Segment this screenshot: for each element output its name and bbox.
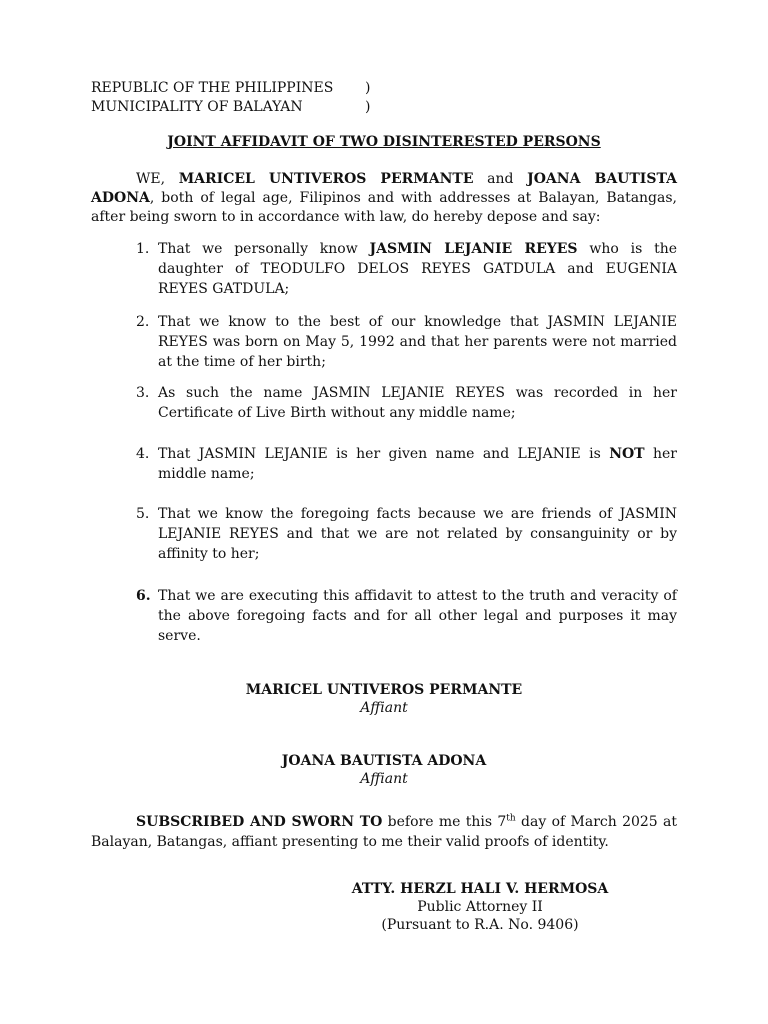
affiant-2-name: JOANA BAUTISTA ADONA — [91, 171, 677, 206]
statement-number: 3. — [136, 385, 150, 401]
intro-rest: , both of legal age, Filipinos and with addresses at Balayan, Batangas, after being sworn to in accordance with law, do hereby depose and say: — [91, 190, 677, 225]
document-title: JOINT AFFIDAVIT OF TWO DISINTERESTED PERSONS — [167, 134, 601, 150]
affiant-2-role: Affiant — [360, 771, 408, 787]
notary-basis: (Pursuant to R.A. No. 9406) — [381, 917, 579, 933]
intro-we: WE, — [136, 171, 179, 187]
jurat-text: before me this 7 — [382, 814, 507, 830]
venue-row-republic — [91, 79, 370, 98]
affiant-2-signature-block — [0, 752, 768, 788]
intro-and: and — [473, 171, 528, 187]
statement-text-part: her middle name; — [158, 446, 677, 482]
statement-bold-not: NOT — [609, 446, 645, 462]
affiant-1-signature-block — [0, 681, 768, 717]
statement-text: That we know the foregoing facts because we are friends of JASMIN LEJANIE REYES and that we are not related by consanguinity or by affinity to her; — [158, 506, 677, 562]
venue-republic: REPUBLIC OF THE PHILIPPINES — [91, 80, 334, 96]
statement-number: 2. — [136, 314, 150, 330]
affiant-2-signature-name: JOANA BAUTISTA ADONA — [281, 753, 487, 769]
statement-number: 5. — [136, 506, 150, 522]
jurat-bold-heading: SUBSCRIBED AND SWORN TO — [136, 814, 383, 830]
venue-block — [91, 79, 370, 117]
statement-item-1 — [136, 239, 677, 299]
statement-text — [158, 444, 677, 484]
affiant-1-name: MARICEL UNTIVEROS PERMANTE — [178, 171, 474, 187]
venue-paren: ) — [365, 99, 371, 115]
statement-bold-name: JASMIN LEJANIE REYES — [369, 241, 578, 257]
statement-item-5 — [136, 504, 677, 564]
notary-block — [330, 880, 630, 934]
jurat-ordinal-suffix: th — [506, 813, 516, 824]
venue-row-municipality — [91, 98, 370, 117]
statement-text: That we know to the best of our knowledge that JASMIN LEJANIE REYES was born on May 5, 1992 and that her parents were not married at the time of her birth; — [158, 314, 677, 370]
statement-text: That we are executing this affidavit to attest to the truth and veracity of the above foregoing facts and for all other legal and purposes it may serve. — [158, 588, 677, 644]
statement-text — [158, 239, 677, 299]
statement-item-6 — [136, 586, 677, 646]
statement-number: 1. — [136, 241, 150, 257]
venue-municipality: MUNICIPALITY OF BALAYAN — [91, 99, 303, 115]
affiant-1-signature-name: MARICEL UNTIVEROS PERMANTE — [245, 682, 523, 698]
venue-paren: ) — [365, 80, 371, 96]
statement-text: As such the name JASMIN LEJANIE REYES was recorded in her Certificate of Live Birth without any middle name; — [158, 385, 677, 421]
statement-item-4 — [136, 444, 677, 484]
statement-number: 4. — [136, 446, 150, 462]
statement-item-3 — [136, 383, 677, 423]
jurat-paragraph — [91, 812, 677, 852]
statement-text-part: That JASMIN LEJANIE is her given name and LEJANIE is — [158, 446, 610, 462]
notary-name: ATTY. HERZL HALI V. HERMOSA — [351, 881, 609, 897]
statement-text-part: who is the daughter of TEODULFO DELOS REYES GATDULA and EUGENIA REYES GATDULA; — [158, 241, 677, 297]
intro-paragraph — [91, 170, 677, 227]
jurat-text: day of March 2025 at Balayan, Batangas, affiant presenting to me their valid proofs of identity. — [91, 814, 677, 850]
statement-item-2 — [136, 312, 677, 372]
affiant-1-role: Affiant — [360, 700, 408, 716]
statement-number: 6. — [136, 588, 151, 604]
statement-text-part: That we personally know — [158, 241, 370, 257]
notary-title: Public Attorney II — [417, 899, 543, 915]
